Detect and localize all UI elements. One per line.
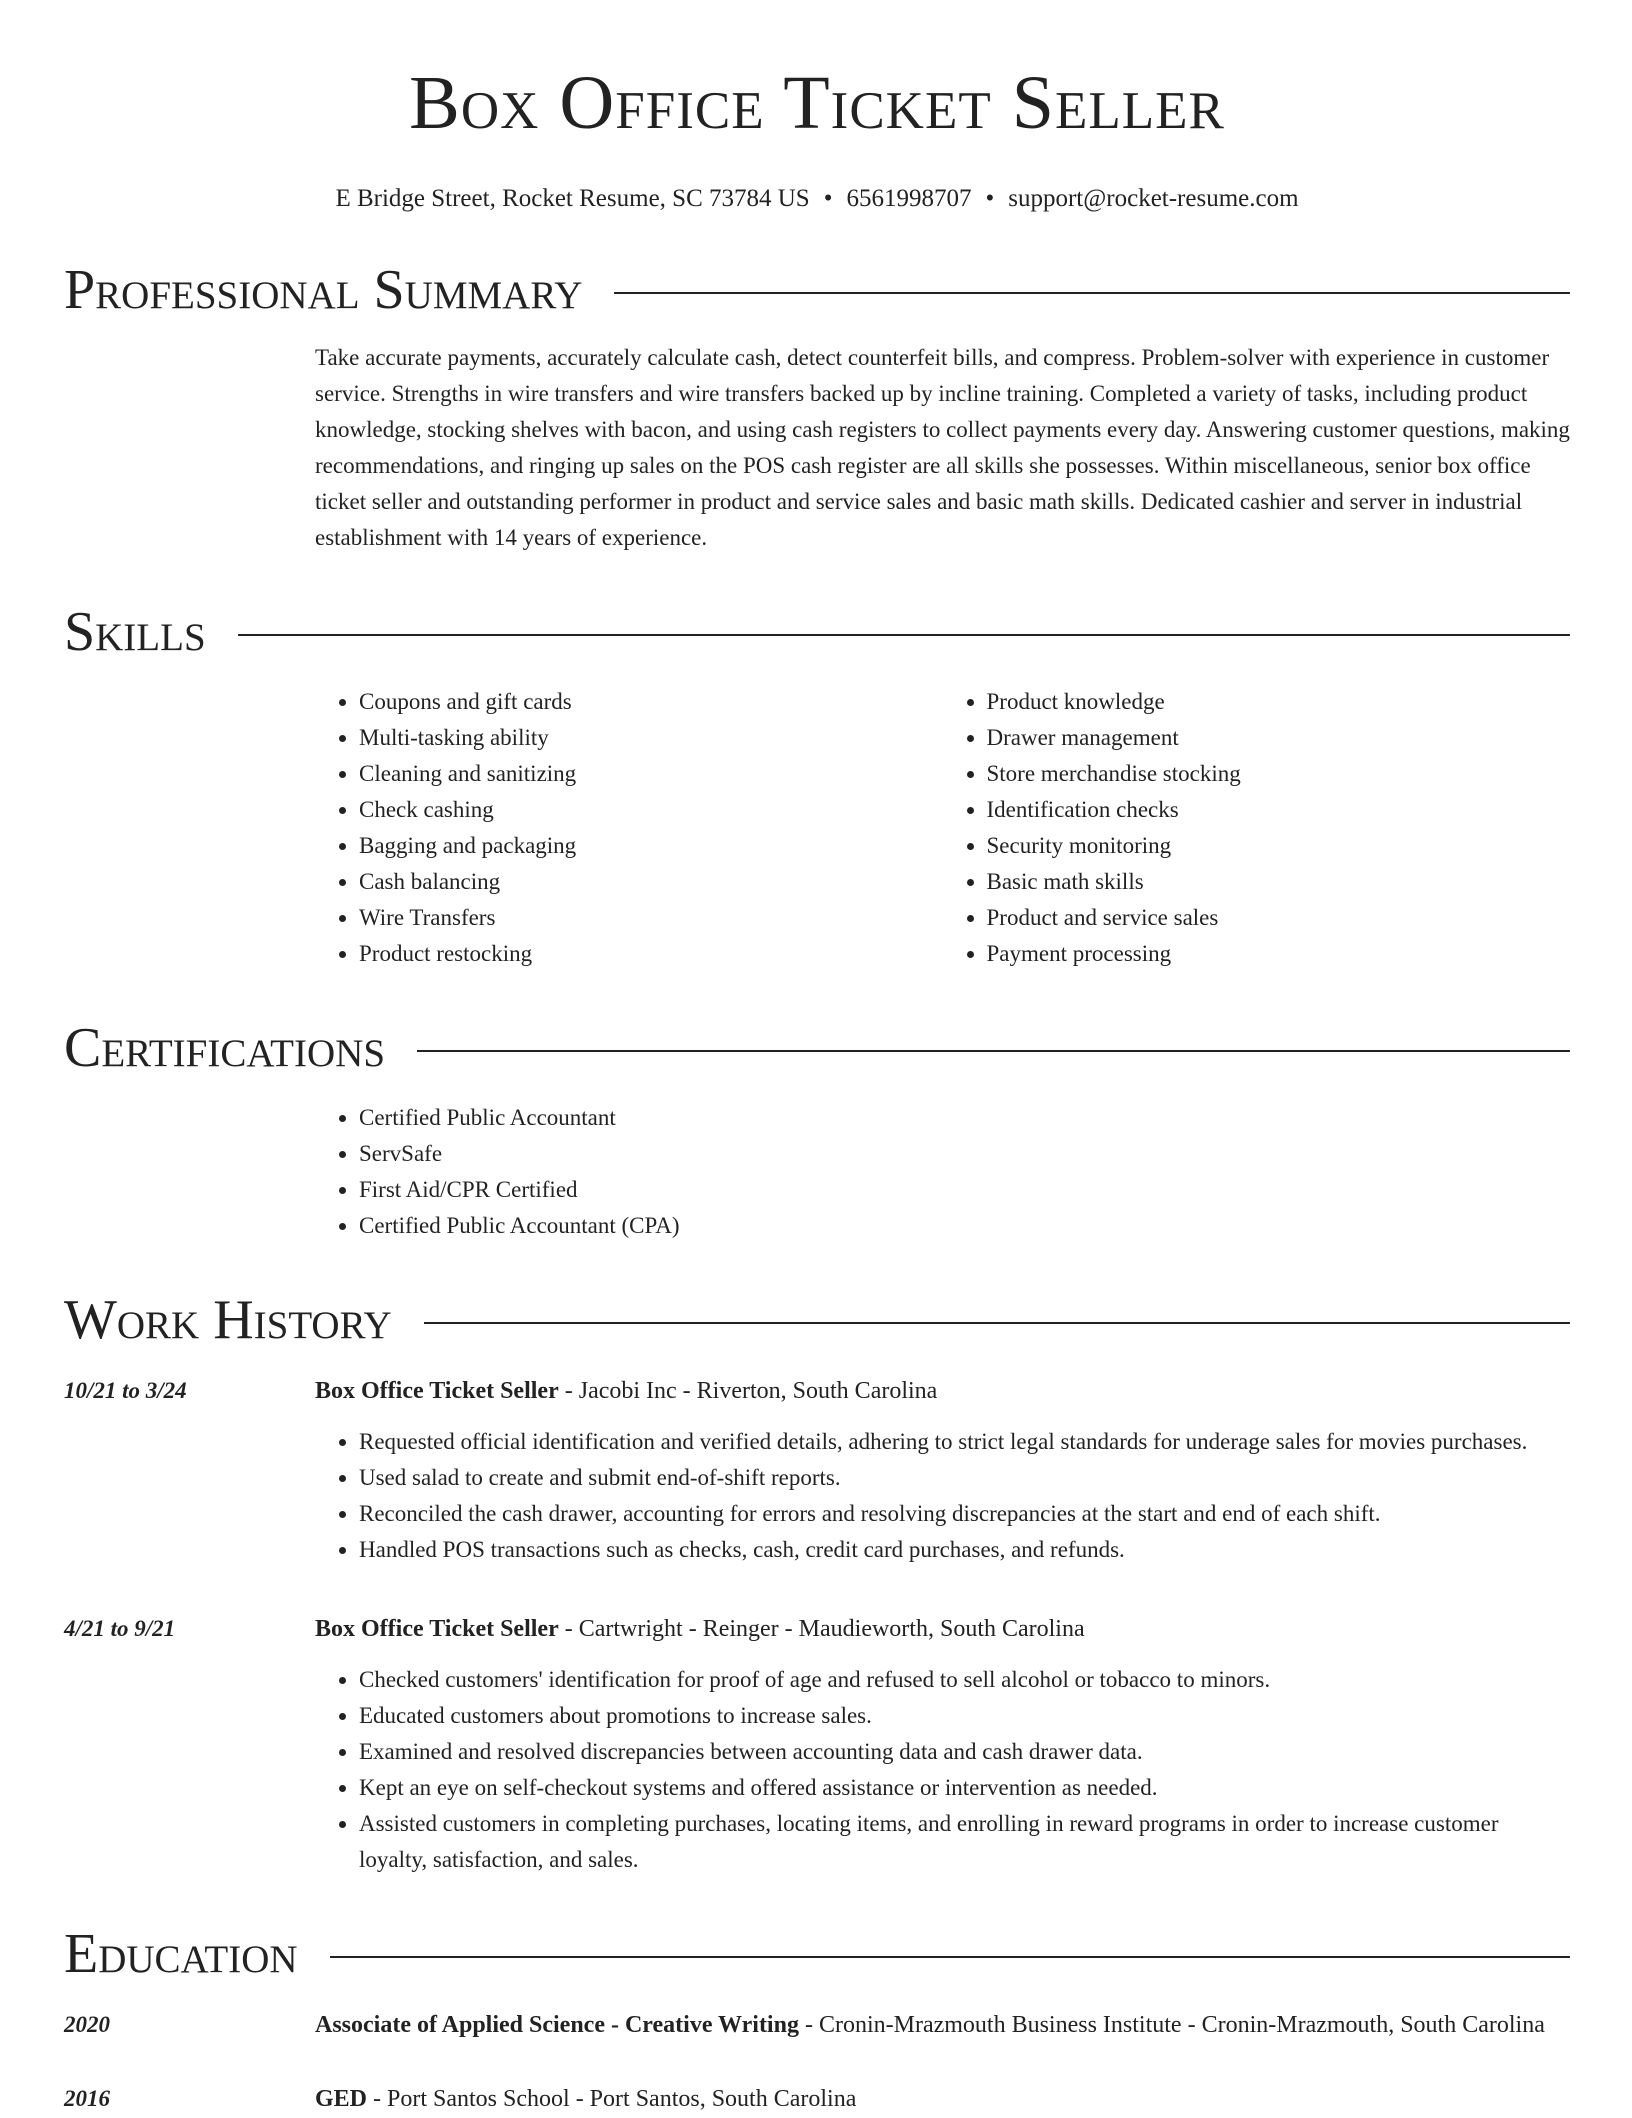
work-details [315,1610,1570,1878]
resume-page [64,0,1570,2118]
job-title: Box Office Ticket Seller [315,1616,559,1642]
job-title: Box Office Ticket Seller [315,1378,559,1404]
skills-column-left [315,684,943,972]
school-info: - Port Santos School - Port Santos, South Carolina [367,2086,857,2112]
skill-item: • Drawer management [987,720,1571,756]
job-duties [315,1424,1570,1568]
job-duty-item: • Kept an eye on self-checkout systems and offered assistance or intervention as needed. [359,1770,1570,1806]
skill-item: • Product knowledge [987,684,1571,720]
education-date: 2020 [64,2012,110,2037]
section-divider [238,634,1570,636]
contact-line [64,184,1570,214]
section-divider [330,1956,1570,1958]
skill-item: • Basic math skills [987,864,1571,900]
skill-item: • Identification checks [987,792,1571,828]
resume-name: Box Office Ticket Seller [409,61,1225,145]
education-entry [64,2006,1570,2044]
job-employer: - Cartwright - Reinger - Maudieworth, South Carolina [558,1616,1085,1642]
summary-heading: Professional Summary [64,259,583,321]
work-dates: 4/21 to 9/21 [64,1616,176,1641]
contact-email: support@rocket-resume.com [1008,185,1299,212]
job-duty-item: • Reconciled the cash drawer, accounting for errors and resolving discrepancies at the start and end of each shift. [359,1496,1570,1532]
job-duty-item: • Educated customers about promotions to increase sales. [359,1698,1570,1734]
skill-item: • Payment processing [987,936,1571,972]
skill-item: • Product and service sales [987,900,1571,936]
work-entry [64,1372,1570,1568]
skills-list [315,684,1570,972]
certifications-heading: Certifications [64,1017,386,1079]
job-duties [315,1662,1570,1878]
skill-item: • Cleaning and sanitizing [359,756,943,792]
certifications-section-header [64,1018,1570,1078]
school-info: - Cronin-Mrazmouth Business Institute - Cronin-Mrazmouth, South Carolina [798,2012,1545,2038]
section-divider [614,292,1570,294]
skills-heading: Skills [64,601,206,663]
skill-item: • Bagging and packaging [359,828,943,864]
summary-text: Take accurate payments, accurately calculate cash, detect counterfeit bills, and compress. Problem-solver with experience in customer service. Strengths in wire transfers and wire transfers backed up by incline training. Completed a variety of tasks, including product knowledge, stocking shelves with bacon, and using cash registers to collect payments every day. Answering customer questions, making recommendations, and ringing up sales on the POS cash register are all skills she possesses. Within miscellaneous, senior box office ticket seller and outstanding performer in product and service sales and basic math skills. Dedicated cashier and server in industrial establishment with 14 years of experience. [315,345,1570,550]
work-history-heading: Work History [64,1289,392,1351]
skill-item: • Security monitoring [987,828,1571,864]
degree-title: GED [315,2086,368,2112]
skill-item: • Wire Transfers [359,900,943,936]
skill-item: • Store merchandise stocking [987,756,1571,792]
work-dates: 10/21 to 3/24 [64,1378,187,1403]
work-history-section-header [64,1290,1570,1350]
job-duty-item: • Assisted customers in completing purchases, locating items, and enrolling in reward programs in order to increase customer loyalty, satisfaction, and sales. [359,1806,1570,1878]
education-title-line [315,2080,1570,2118]
work-title-line [315,1610,1570,1648]
certifications-items [315,1100,1570,1244]
work-title-line [315,1372,1570,1410]
education-details [315,2080,1570,2118]
skills-column-right [943,684,1571,972]
education-date: 2016 [64,2086,110,2111]
job-duty-item: • Requested official identification and verified details, adhering to strict legal standards for underage sales for movies purchases. [359,1424,1570,1460]
work-entry [64,1610,1570,1878]
job-duty-item: • Examined and resolved discrepancies between accounting data and cash drawer data. [359,1734,1570,1770]
contact-phone: 6561998707 [846,185,972,212]
contact-separator: • [985,185,995,212]
job-duty-item: • Checked customers' identification for proof of age and refused to sell alcohol or tobacco to minors. [359,1662,1570,1698]
education-title-line [315,2006,1570,2044]
education-section-header [64,1924,1570,1984]
skill-item: • Check cashing [359,792,943,828]
job-employer: - Jacobi Inc - Riverton, South Carolina [558,1378,938,1404]
skill-item: • Coupons and gift cards [359,684,943,720]
skill-item: • Multi-tasking ability [359,720,943,756]
job-duty-item: • Used salad to create and submit end-of-shift reports. [359,1460,1570,1496]
skill-item: • Cash balancing [359,864,943,900]
skill-item: • Product restocking [359,936,943,972]
certification-item: • Certified Public Accountant [359,1100,1570,1136]
certification-item: • ServSafe [359,1136,1570,1172]
certification-item: • First Aid/CPR Certified [359,1172,1570,1208]
education-heading: Education [64,1923,298,1985]
skills-section-header [64,602,1570,662]
education-details [315,2006,1570,2044]
section-divider [424,1322,1570,1324]
education-entry [64,2080,1570,2118]
certification-item: • Certified Public Accountant (CPA) [359,1208,1570,1244]
contact-separator: • [823,185,833,212]
summary-section-header [64,260,1570,320]
job-duty-item: • Handled POS transactions such as checks, cash, credit card purchases, and refunds. [359,1532,1570,1568]
degree-title: Associate of Applied Science - Creative Writing [315,2012,799,2038]
work-details [315,1372,1570,1568]
certifications-list [315,1100,1570,1244]
contact-address: E Bridge Street, Rocket Resume, SC 73784 US [335,185,810,212]
section-divider [417,1050,1570,1052]
